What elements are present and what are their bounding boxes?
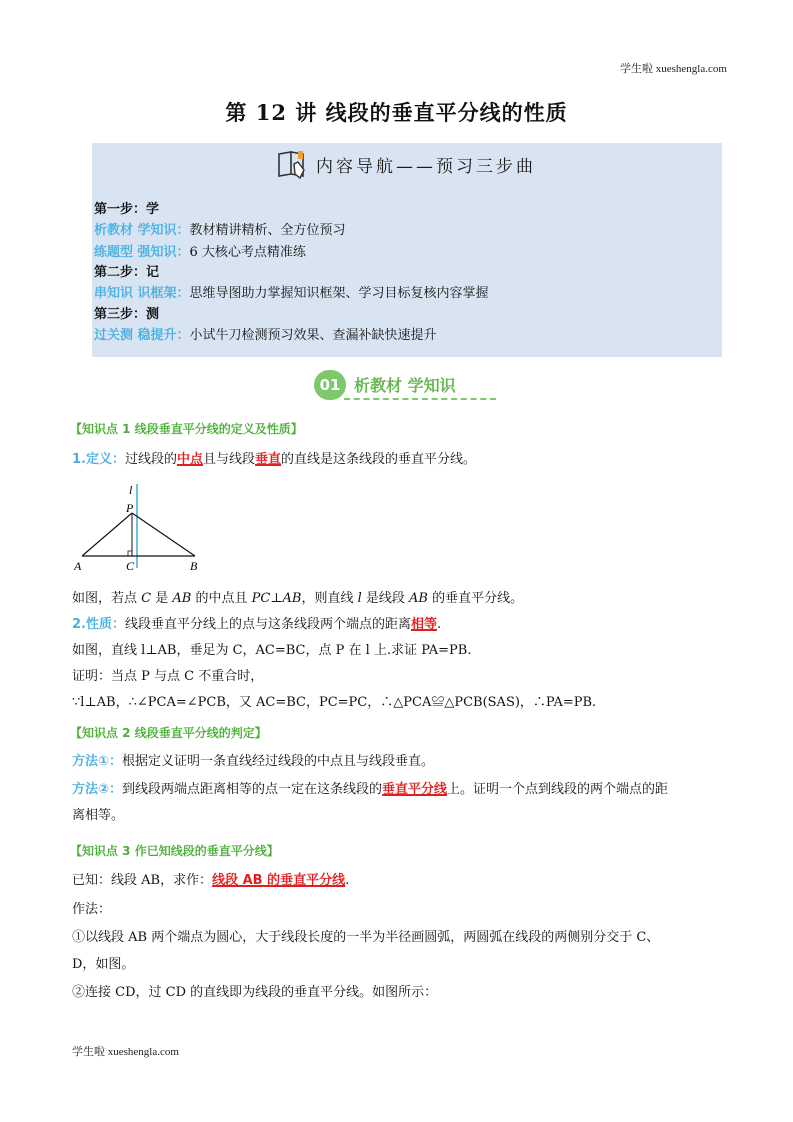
guide-line4: 过关测 稳提升：小试牛刀检测预习效果、查漏补缺快速提升 xyxy=(94,328,437,343)
right-angle-mark xyxy=(128,551,132,556)
kp1-title: 【知识点 1 线段垂直平分线的定义及性质】 xyxy=(70,422,303,436)
guide-title: 内容导航——预习三步曲 xyxy=(316,156,536,177)
guide-line3: 串知识 识框架：思维导图助力掌握知识框架、学习目标复核内容掌握 xyxy=(94,286,489,301)
kp1-property: 2.性质：线段垂直平分线上的点与这条线段两个端点的距离相等. xyxy=(72,617,442,632)
kp3-step1-cont: D，如图。 xyxy=(72,957,135,972)
guide-line2: 练题型 强知识：6 大核心考点精准练 xyxy=(94,245,306,260)
kp2-method1: 方法①：根据定义证明一条直线经过线段的中点且与线段垂直。 xyxy=(72,754,435,769)
step2: 第二步：记 xyxy=(94,265,160,280)
header-site: 学生啦 xueshengla.com xyxy=(620,63,727,75)
kp3-method: 作法： xyxy=(72,902,112,917)
kp2-method2: 方法②：到线段两端点距离相等的点一定在这条线段的垂直平分线上。证明一个点到线段的两个端点的距 xyxy=(72,782,669,797)
kp3-title: 【知识点 3 作已知线段的垂直平分线】 xyxy=(70,844,279,858)
kp1-definition: 1.定义：过线段的中点且与线段垂直的直线是这条线段的垂直平分线。 xyxy=(72,452,477,467)
section-label: 析教材 学知识 xyxy=(354,376,456,395)
footer-site: 学生啦 xueshengla.com xyxy=(72,1046,179,1058)
kp1-proof2: ∵l⊥AB，∴∠PCA=∠PCB，又 AC=BC，PC=PC，∴△PCA≌△PCB(SAS)，∴PA=PB. xyxy=(72,695,597,710)
section-dash xyxy=(344,398,496,400)
kp3-known: 已知：线段 AB，求作：线段 AB 的垂直平分线. xyxy=(72,873,350,888)
label-p: P xyxy=(126,501,134,515)
perpendicular-bisector-figure xyxy=(70,484,240,576)
section-badge: 01 xyxy=(314,370,346,400)
kp1-given: 如图，直线 l⊥AB，垂足为 C，AC=BC，点 P 在 l 上.求证 PA=PB. xyxy=(72,643,472,658)
segment-pb xyxy=(132,513,195,556)
kp1-proof1: 证明：当点 P 与点 C 不重合时， xyxy=(72,669,264,684)
section-banner xyxy=(314,368,484,402)
page-title: 第 12 讲 线段的垂直平分线的性质 xyxy=(225,100,568,125)
label-l: l xyxy=(129,484,133,497)
label-b: B xyxy=(190,559,198,573)
kp3-step1: ①以线段 AB 两个端点为圆心，大于线段长度的一半为半径画圆弧，两圆弧在线段的两侧别分交于 C、 xyxy=(72,930,660,945)
label-a: A xyxy=(74,559,82,573)
guide-heading xyxy=(276,147,536,181)
kp2-method2-cont: 离相等。 xyxy=(72,808,125,823)
step1: 第一步：学 xyxy=(94,202,160,217)
book-pointer-icon xyxy=(276,148,312,180)
segment-pa xyxy=(82,513,132,556)
label-c: C xyxy=(126,559,135,573)
step3: 第三步：测 xyxy=(94,307,160,322)
kp3-step2: ②连接 CD，过 CD 的直线即为线段的垂直平分线。如图所示： xyxy=(72,985,438,1000)
kp2-title: 【知识点 2 线段垂直平分线的判定】 xyxy=(70,726,267,740)
kp1-explain: 如图，若点 C 是 AB 的中点且 PC⊥AB，则直线 l 是线段 AB 的垂直平分线。 xyxy=(72,591,524,606)
guide-line1: 析教材 学知识：教材精讲精析、全方位预习 xyxy=(94,223,346,238)
